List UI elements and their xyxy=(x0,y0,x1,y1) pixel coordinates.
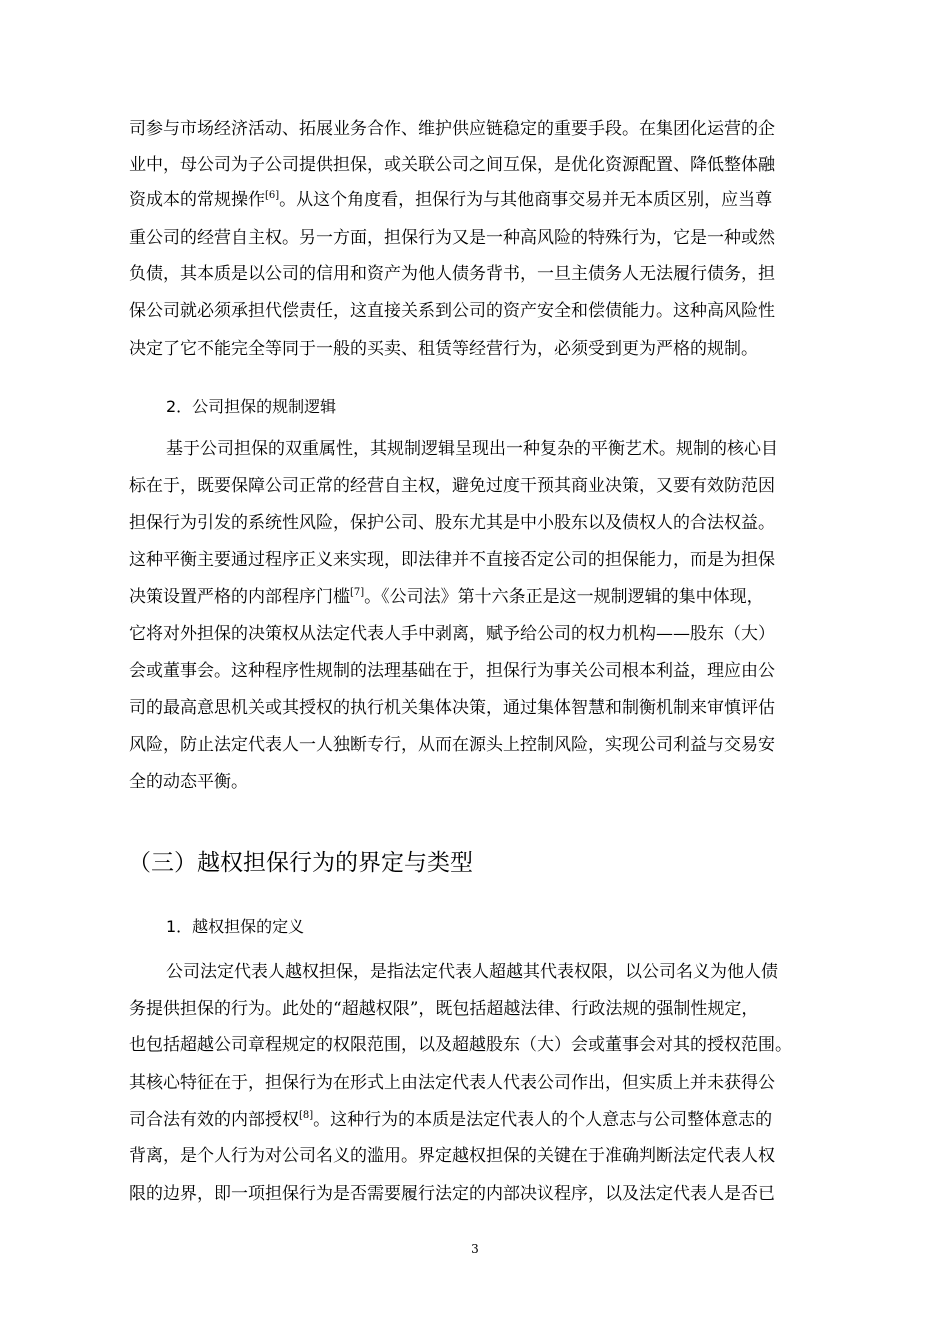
paragraph-line: 决定了它不能完全等同于一般的买卖、租赁等经营行为，必须受到更为严格的规制。 xyxy=(129,339,758,359)
paragraph-line: 负债，其本质是以公司的信用和资产为他人债务背书，一旦主债务人无法履行债务，担 xyxy=(129,264,775,284)
paragraph-line: 业中，母公司为子公司提供担保，或关联公司之间互保，是优化资源配置、降低整体融 xyxy=(129,155,775,175)
paragraph-line: 保公司就必须承担代偿责任，这直接关系到公司的资产安全和偿债能力。这种高风险性 xyxy=(129,301,775,321)
paragraph-line: 基于公司担保的双重属性，其规制逻辑呈现出一种复杂的平衡艺术。规制的核心目 xyxy=(166,439,778,459)
paragraph-line: 务提供担保的行为。此处的“超越权限”，既包括超越法律、行政法规的强制性规定， xyxy=(129,999,759,1019)
subsection-heading-2: 2．公司担保的规制逻辑 xyxy=(166,397,337,416)
paragraph-line xyxy=(129,1109,829,1131)
paragraph-line: 司参与市场经济活动、拓展业务合作、维护供应链稳定的重要手段。在集团化运营的企 xyxy=(129,119,775,139)
text-span: 司合法有效的内部授权 xyxy=(129,1110,299,1130)
paragraph-line: 担保行为引发的系统性风险，保护公司、股东尤其是中小股东以及债权人的合法权益。 xyxy=(129,513,775,533)
text-span: 资成本的常规操作 xyxy=(129,190,265,210)
paragraph-line: 这种平衡主要通过程序正义来实现，即法律并不直接否定公司的担保能力，而是为担保 xyxy=(129,550,775,570)
paragraph-line: 重公司的经营自主权。另一方面，担保行为又是一种高风险的特殊行为，它是一种或然 xyxy=(129,228,775,248)
paragraph-line xyxy=(129,586,829,608)
citation-ref: [6] xyxy=(265,190,280,201)
page-number: 3 xyxy=(471,1242,479,1256)
text-span: 决策设置严格的内部程序门槛 xyxy=(129,587,350,607)
paragraph-line: 背离，是个人行为对公司名义的滥用。界定越权担保的关键在于准确判断法定代表人权 xyxy=(129,1146,775,1166)
paragraph-line: 它将对外担保的决策权从法定代表人手中剥离，赋予给公司的权力机构——股东（大） xyxy=(129,624,775,644)
paragraph-line: 公司法定代表人越权担保，是指法定代表人超越其代表权限，以公司名义为他人债 xyxy=(166,962,778,982)
paragraph-line: 司的最高意思机关或其授权的执行机关集体决策，通过集体智慧和制衡机制来审慎评估 xyxy=(129,698,775,718)
paragraph-line: 也包括超越公司章程规定的权限范围，以及超越股东（大）会或董事会对其的授权范围。 xyxy=(129,1035,792,1055)
paragraph-line: 其核心特征在于，担保行为在形式上由法定代表人代表公司作出，但实质上并未获得公 xyxy=(129,1073,775,1093)
text-span: 。从这个角度看，担保行为与其他商事交易并无本质区别，应当尊 xyxy=(279,190,773,210)
paragraph-line: 限的边界，即一项担保行为是否需要履行法定的内部决议程序，以及法定代表人是否已 xyxy=(129,1184,775,1204)
section-heading: （三）越权担保行为的界定与类型 xyxy=(128,850,473,876)
paragraph-line: 全的动态平衡。 xyxy=(129,772,248,792)
paragraph-line xyxy=(129,189,829,211)
citation-ref: [7] xyxy=(350,587,365,598)
text-span: 。这种行为的本质是法定代表人的个人意志与公司整体意志的 xyxy=(313,1110,773,1130)
text-span: 。《公司法》第十六条正是这一规制逻辑的集中体现， xyxy=(364,587,764,607)
paragraph-line: 风险，防止法定代表人一人独断专行，从而在源头上控制风险，实现公司利益与交易安 xyxy=(129,735,775,755)
subsection-heading-1: 1．越权担保的定义 xyxy=(166,917,305,936)
citation-ref: [8] xyxy=(299,1110,314,1121)
paragraph-line: 标在于，既要保障公司正常的经营自主权，避免过度干预其商业决策，又要有效防范因 xyxy=(129,476,775,496)
paragraph-line: 会或董事会。这种程序性规制的法理基础在于，担保行为事关公司根本利益，理应由公 xyxy=(129,661,775,681)
